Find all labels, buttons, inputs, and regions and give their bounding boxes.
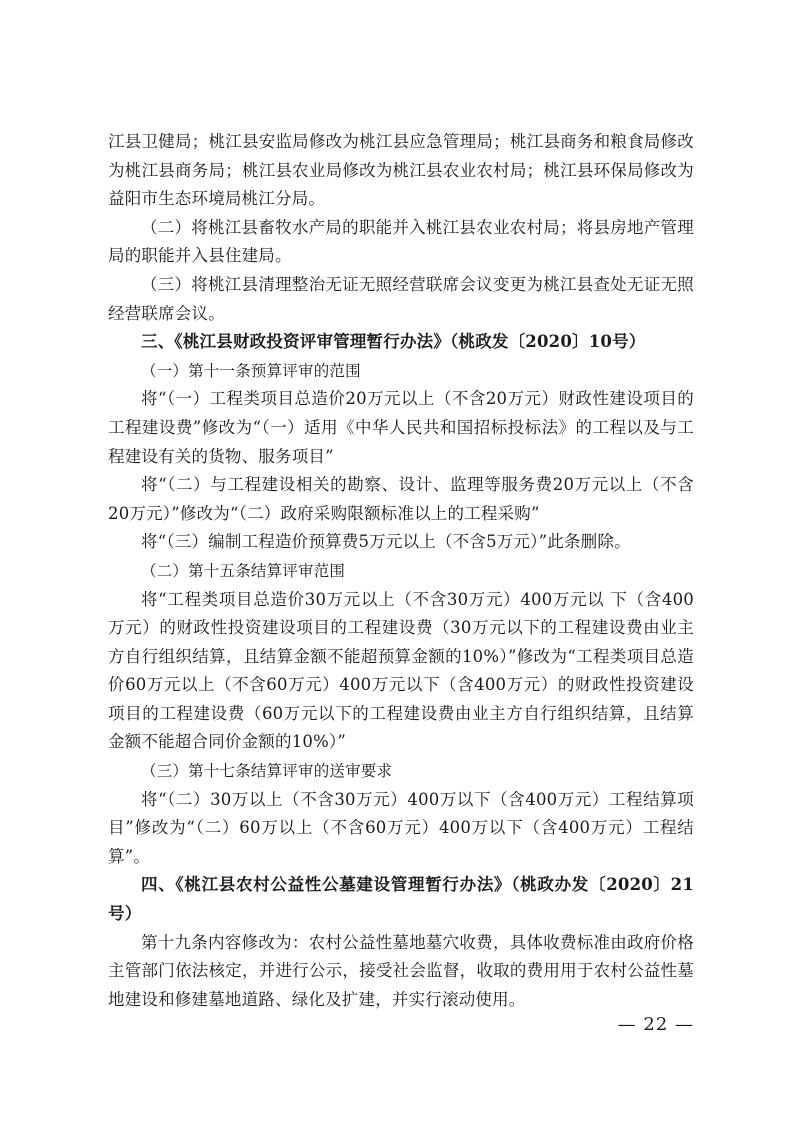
page-number: — 22 — <box>617 1014 694 1035</box>
paragraph-amend-1: 将“（一）工程类项目总造价20万元以上（不含20万元）财政性建设项目的工程建设费”修改为“（一）适用《中华人民共和国招标投标法》的工程以及与工程建设有关的货物、服务项目” <box>108 389 694 466</box>
subheading-article-17: （三）第十七条结算评审的送审要求 <box>141 762 393 781</box>
subheading-article-11: （一）第十一条预算评审的范围 <box>141 361 361 380</box>
paragraph-amend-3: 将“（三）编制工程造价预算费5万元以上（不含5万元）”此条删除。 <box>141 532 631 552</box>
paragraph-continuation: 江县卫健局；桃江县安监局修改为桃江县应急管理局；桃江县商务和粮食局修改为桃江县商务局；桃江县农业局修改为桃江县农业农村局；桃江县环保局修改为益阳市生态环境局桃江分局。 <box>108 132 694 209</box>
paragraph-item-2: （二）将桃江县畜牧水产局的职能并入桃江县农业农村局；将县房地产管理局的职能并入县住建局。 <box>108 217 694 266</box>
paragraph-amend-2: 将“（二）与工程建设相关的勘察、设计、监理等服务费20万元以上（不含20万元）”修改为“（二）政府采购限额标准以上的工程采购” <box>108 475 694 523</box>
paragraph-amend-5: 将“（二）30万以上（不含30万元）400万以下（含400万元）工程结算项目”修改为“（二）60万以上（不含60万元）400万以下（含400万元）工程结算”。 <box>108 789 694 866</box>
document-body <box>108 128 694 1014</box>
paragraph-item-3: （三）将桃江县清理整治无证无照经营联席会议变更为桃江县查处无证无照经营联席会议。 <box>108 274 694 323</box>
subheading-article-15: （二）第十五条结算评审范围 <box>141 561 346 580</box>
section-heading-3: 三、《桃江县财政投资评审管理暂行办法》（桃政发〔2020〕10号） <box>141 332 646 352</box>
section-heading-4: 四、《桃江县农村公益性公墓建设管理暂行办法》（桃政办发〔2020〕21号） <box>108 875 694 924</box>
paragraph-article-19: 第十九条内容修改为：农村公益性墓地墓穴收费，具体收费标准由政府价格主管部门依法核定，并进行公示，接受社会监督，收取的费用用于农村公益性墓地建设和修建墓地道路、绿化及扩建，并实行滚动使用。 <box>108 932 694 1009</box>
paragraph-amend-4: 将“工程类项目总造价30万元以上（不含30万元）400万元以 下（含400万元）的财政性投资建设项目的工程建设费（30万元以下的工程建设费由业主方自行组织结算，且结算金额不能超预算金额的10%）”修改为“工程类项目总造价60万元以上（不含60万元）400万元以下（含400万元）的财政性投资建设项目的工程建设费（60万元以下的工程建设费由业主方自行组织结算，且结算金额不能超合同价金额的10%）” <box>108 589 694 752</box>
